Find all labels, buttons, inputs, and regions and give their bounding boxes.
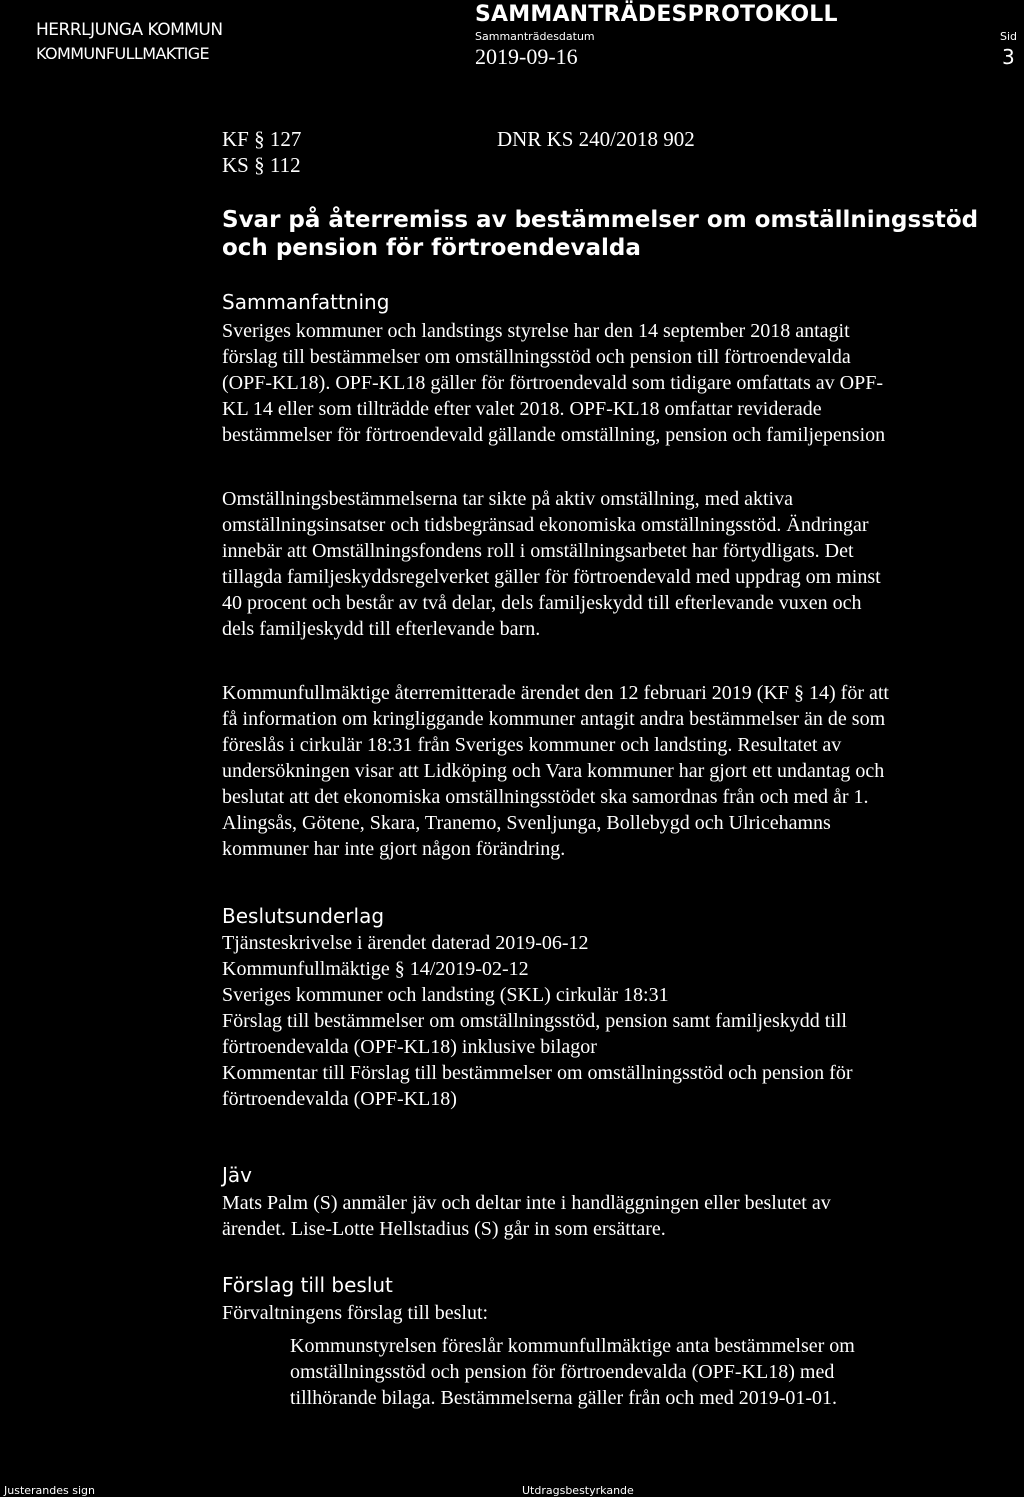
document-title: SAMMANTRÄDESPROTOKOLL (475, 2, 838, 27)
text-line: (OPF-KL18). OPF-KL18 gäller för förtroendevald som tidigare omfattats av OPF- (222, 372, 883, 394)
proposal-title: Förslag till beslut (222, 1273, 393, 1297)
body-name: KOMMUNFULLMAKTIGE (36, 44, 210, 63)
date-label: Sammanträdesdatum (475, 30, 595, 43)
text-line: Förvaltningens förslag till beslut: (222, 1302, 489, 1324)
diary-number: DNR KS 240/2018 902 (497, 127, 695, 151)
text-line: omställningsinsatser och tidsbegränsad ekonomiska omställningsstöd. Ändringar (222, 514, 869, 536)
text-line: Kommunstyrelsen föreslår kommunfullmäktige anta bestämmelser om (290, 1335, 855, 1357)
text-line: kommuner har inte gjort någon förändring. (222, 838, 566, 860)
text-line: ärendet. Lise-Lotte Hellstadius (S) går in som ersättare. (222, 1218, 666, 1240)
signature-label: Justerandes sign (4, 1484, 95, 1497)
summary-title: Sammanfattning (222, 290, 390, 314)
page-label: Sid (1000, 30, 1018, 43)
org-name: HERRLJUNGA KOMMUN (36, 20, 223, 40)
text-line: Kommentar till Förslag till bestämmelser om omställningsstöd och pension för (222, 1062, 853, 1084)
text-line: 40 procent och består av två delar, dels familjeskydd till efterlevande vuxen och (222, 592, 862, 614)
proposal-intro (222, 1300, 488, 1326)
text-line: beslutat att det ekonomiska omställningsstödet ska samordnas från och med år 1. (222, 786, 869, 808)
proposal-text (290, 1333, 855, 1411)
text-line: Tjänsteskrivelse i ärendet daterad 2019-06-12 (222, 932, 589, 954)
text-line: undersökningen visar att Lidköping och Vara kommuner har gjort ett undantag och (222, 760, 885, 782)
text-line: Alingsås, Götene, Skara, Tranemo, Svenljunga, Bollebygd och Ulricehamns (222, 812, 831, 834)
text-line: Sveriges kommuner och landsting (SKL) cirkulär 18:31 (222, 984, 669, 1006)
text-line: Mats Palm (S) anmäler jäv och deltar inte i handläggningen eller beslutet av (222, 1192, 831, 1214)
summary-paragraph-2 (222, 486, 881, 642)
text-line: bestämmelser för förtroendevald gällande omställning, pension och familjepension (222, 424, 886, 446)
text-line: Sveriges kommuner och landstings styrelse har den 14 september 2018 antagit (222, 320, 850, 342)
item-heading: Svar på återremiss av bestämmelser om omställningsstöd och pension för förtroendevalda (222, 207, 979, 261)
text-line: Kommunfullmäktige återremitterade ärendet den 12 februari 2019 (KF § 14) för att (222, 682, 889, 704)
kf-reference: KF § 127 (222, 127, 302, 151)
summary-paragraph-3 (222, 680, 889, 862)
page-number: 3 (1002, 45, 1015, 69)
jav-title: Jäv (222, 1163, 252, 1187)
text-line: innebär att Omställningsfondens roll i omställningsarbetet har förtydligats. Det (222, 540, 854, 562)
text-line: få information om kringliggande kommuner antagit andra bestämmelser än de som (222, 708, 886, 730)
text-line: tillagda familjeskyddsregelverket gäller för förtroendevald med uppdrag om minst (222, 566, 881, 588)
text-line: föreslås i cirkulär 18:31 från Sveriges kommuner och landsting. Resultatet av (222, 734, 842, 756)
text-line: Förslag till bestämmelser om omställningsstöd, pension samt familjeskydd till (222, 1010, 847, 1032)
basis-list (222, 930, 852, 1112)
basis-title: Beslutsunderlag (222, 904, 385, 928)
text-line: Kommunfullmäktige § 14/2019-02-12 (222, 958, 529, 980)
text-line: förslag till bestämmelser om omställningsstöd och pension till förtroendevalda (222, 346, 851, 368)
text-line: dels familjeskydd till efterlevande barn. (222, 618, 541, 640)
text-line: omställningsstöd och pension för förtroendevalda (OPF-KL18) med (290, 1361, 835, 1383)
summary-paragraph-1 (222, 318, 885, 448)
text-line: förtroendevalda (OPF-KL18) inklusive bilagor (222, 1036, 597, 1058)
extract-label: Utdragsbestyrkande (522, 1484, 634, 1497)
text-line: förtroendevalda (OPF-KL18) (222, 1088, 457, 1110)
jav-text (222, 1190, 831, 1242)
ks-reference: KS § 112 (222, 153, 301, 177)
text-line: Omställningsbestämmelserna tar sikte på aktiv omställning, med aktiva (222, 488, 793, 510)
text-line: tillhörande bilaga. Bestämmelserna gäller från och med 2019-01-01. (290, 1387, 838, 1409)
text-line: KL 14 eller som tillträdde efter valet 2018. OPF-KL18 omfattar reviderade (222, 398, 822, 420)
meeting-date: 2019-09-16 (475, 44, 578, 69)
